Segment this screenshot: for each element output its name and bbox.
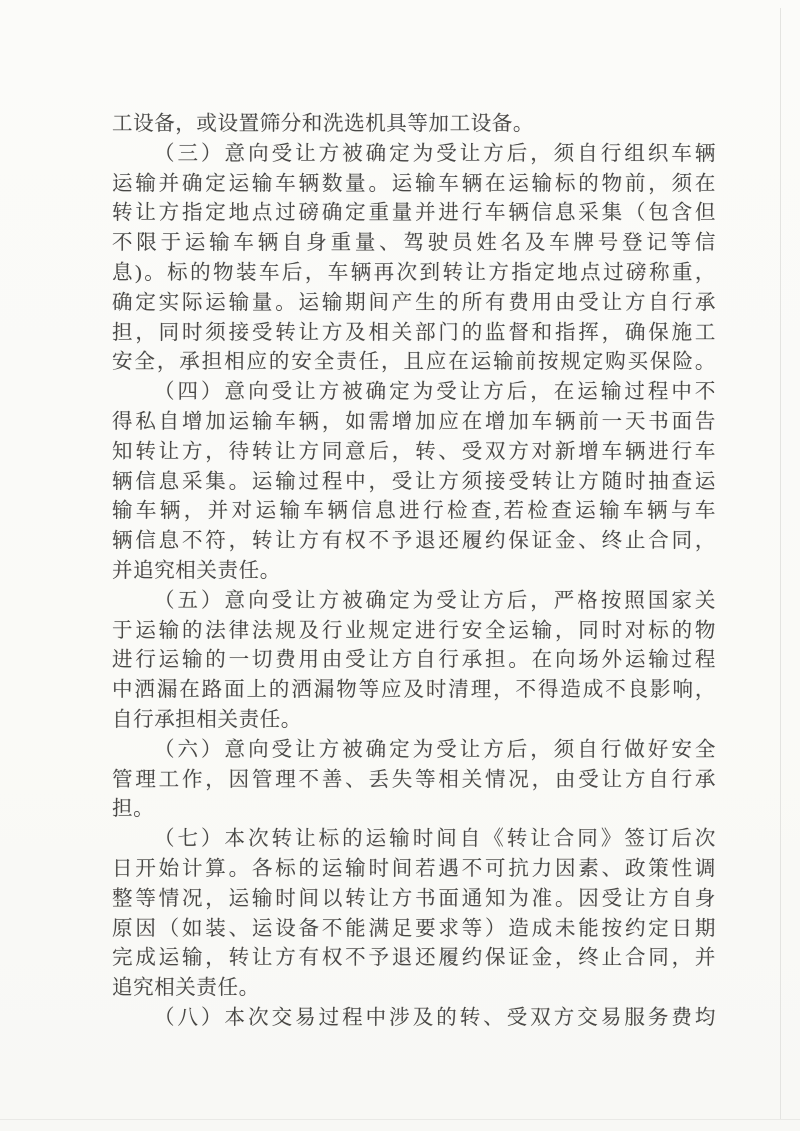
paragraph-clause-7 bbox=[112, 825, 716, 1004]
paragraph-clause-3 bbox=[112, 140, 716, 378]
document-line: 并追究相关责任。 bbox=[112, 559, 281, 582]
paragraph-clause-6 bbox=[112, 736, 716, 825]
document-text-block bbox=[112, 110, 716, 1034]
document-line: （七）本次转让标的运输时间自《转让合同》签订后次 bbox=[154, 828, 716, 851]
document-line: 运输并确定运输车辆数量。运输车辆在运输标的物前，须在 bbox=[112, 172, 716, 195]
document-line: 辆信息采集。运输过程中，受让方须接受转让方随时抽查运 bbox=[112, 470, 716, 493]
document-line: 确定实际运输量。运输期间产生的所有费用由受让方自行承 bbox=[112, 291, 716, 314]
scan-edge-horizontal-line bbox=[0, 1119, 800, 1120]
paragraph-clause-8 bbox=[112, 1004, 716, 1034]
document-line: （四）意向受让方被确定为受让方后，在运输过程中不 bbox=[154, 381, 716, 404]
document-line: 于运输的法律法规及行业规定进行安全运输，同时对标的物 bbox=[112, 619, 716, 642]
paragraph-clause-4 bbox=[112, 378, 716, 587]
document-line: （三）意向受让方被确定为受让方后，须自行组织车辆 bbox=[154, 142, 716, 165]
document-line: 工设备，或设置筛分和洗选机具等加工设备。 bbox=[112, 113, 534, 135]
document-line: （六）意向受让方被确定为受让方后，须自行做好安全 bbox=[154, 738, 716, 761]
document-line: 息)。标的物装车后，车辆再次到转让方指定地点过磅称重， bbox=[112, 261, 716, 284]
document-line: 转让方指定地点过磅确定重量并进行车辆信息采集（包含但 bbox=[112, 202, 716, 225]
document-line: 原因（如装、运设备不能满足要求等）造成未能按约定日期 bbox=[112, 917, 716, 940]
document-line: （八）本次交易过程中涉及的转、受双方交易服务费均 bbox=[154, 1006, 716, 1029]
document-line: 不限于运输车辆自身重量、驾驶员姓名及车牌号登记等信 bbox=[112, 232, 716, 255]
document-line: 追究相关责任。 bbox=[112, 977, 260, 1000]
document-line: 安全，承担相应的安全责任，且应在运输前按规定购买保险。 bbox=[112, 351, 716, 374]
document-line: 日开始计算。各标的运输时间若遇不可抗力因素、政策性调 bbox=[112, 857, 716, 880]
document-line: （五）意向受让方被确定为受让方后，严格按照国家关 bbox=[154, 589, 716, 612]
document-line: 完成运输，转让方有权不予退还履约保证金，终止合同，并 bbox=[112, 947, 716, 970]
document-line: 得私自增加运输车辆，如需增加应在增加车辆前一天书面告 bbox=[112, 410, 716, 433]
document-line: 自行承担相关责任。 bbox=[112, 708, 302, 731]
document-line: 担。 bbox=[112, 798, 155, 821]
document-line: 进行运输的一切费用由受让方自行承担。在向场外运输过程 bbox=[112, 649, 716, 672]
document-line: 担，同时须接受转让方及相关部门的监督和指挥，确保施工 bbox=[112, 321, 716, 344]
paragraph-continuation bbox=[112, 110, 716, 140]
document-line: 整等情况，运输时间以转让方书面通知为准。因受让方自身 bbox=[112, 887, 716, 910]
document-line: 辆信息不符，转让方有权不予退还履约保证金、终止合同， bbox=[112, 530, 716, 553]
document-line: 管理工作，因管理不善、丢失等相关情况，由受让方自行承 bbox=[112, 768, 716, 791]
paragraph-clause-5 bbox=[112, 587, 716, 736]
scan-edge-vertical-line bbox=[780, 8, 781, 1120]
document-line: 中洒漏在路面上的洒漏物等应及时清理，不得造成不良影响， bbox=[112, 679, 716, 702]
document-line: 输车辆，并对运输车辆信息进行检查,若检查运输车辆与车 bbox=[112, 500, 716, 523]
document-line: 知转让方，待转让方同意后，转、受双方对新增车辆进行车 bbox=[112, 440, 716, 463]
